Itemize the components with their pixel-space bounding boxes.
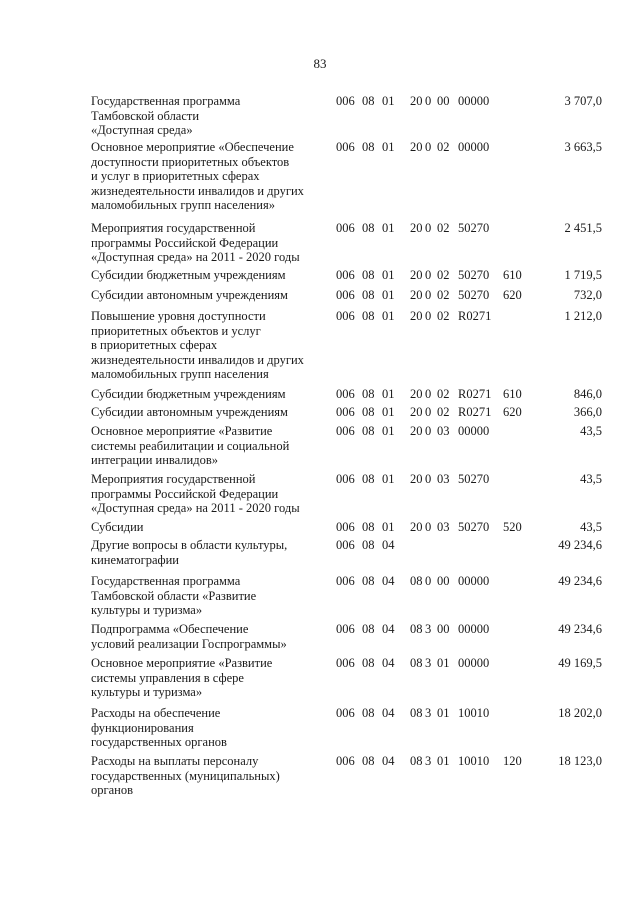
target-article-part: 00 xyxy=(437,622,450,636)
amount: 49 234,6 xyxy=(558,538,602,552)
row-name-line: государственных (муниципальных) xyxy=(91,768,280,783)
section-code: 08 xyxy=(362,221,375,235)
row-name xyxy=(91,622,323,651)
row-name-line: системы управления в сфере xyxy=(91,670,244,685)
target-article-part: 02 xyxy=(437,288,450,302)
target-article-part: 02 xyxy=(437,387,450,401)
row-name-line: органов xyxy=(91,783,134,797)
section-code: 08 xyxy=(362,622,375,636)
amount: 2 451,5 xyxy=(564,221,602,235)
target-article-part: 50270 xyxy=(458,268,490,282)
amount: 1 212,0 xyxy=(564,309,602,323)
row-name-line: Тамбовской области xyxy=(91,108,200,123)
target-article-part: 08 xyxy=(410,656,423,670)
ved-code: 006 xyxy=(336,221,355,235)
subsection-code: 04 xyxy=(382,656,395,670)
target-article-part: 08 xyxy=(410,706,423,720)
section-code: 08 xyxy=(362,309,375,323)
amount: 18 202,0 xyxy=(558,706,602,720)
target-article-part: 0 xyxy=(425,520,432,534)
target-article-part: 20 xyxy=(410,520,423,534)
subsection-code: 01 xyxy=(382,94,395,108)
target-article-part: 20 xyxy=(410,405,423,419)
expense-type-code: 610 xyxy=(503,268,522,282)
ved-code: 006 xyxy=(336,656,355,670)
target-article-part: 0 xyxy=(425,221,432,235)
section-code: 08 xyxy=(362,140,375,154)
expense-type-code: 610 xyxy=(503,387,522,401)
target-article-part: 50270 xyxy=(458,472,490,486)
row-name-line: в приоритетных сферах xyxy=(91,338,218,352)
target-article-part: 50270 xyxy=(458,520,490,534)
target-article-part: 00000 xyxy=(458,424,490,438)
target-article-part: 20 xyxy=(410,94,423,108)
row-name xyxy=(91,140,323,213)
target-article-part: 02 xyxy=(437,405,450,419)
section-code: 08 xyxy=(362,387,375,401)
target-article-part: 02 xyxy=(437,221,450,235)
section-code: 08 xyxy=(362,538,375,552)
section-code: 08 xyxy=(362,288,375,302)
amount: 732,0 xyxy=(573,288,602,302)
row-name-line: маломобильных групп населения» xyxy=(91,198,275,212)
row-name-line: Расходы на обеспечение xyxy=(91,706,221,720)
row-name-line: Государственная программа xyxy=(91,94,241,108)
expense-type-code: 620 xyxy=(503,405,522,419)
amount: 43,5 xyxy=(580,520,602,534)
row-name xyxy=(91,288,323,303)
row-name xyxy=(91,574,323,618)
row-name-line: Основное мероприятие «Обеспечение xyxy=(91,140,294,154)
target-article-part: 03 xyxy=(437,472,450,486)
row-name xyxy=(91,656,323,700)
row-name xyxy=(91,94,323,138)
amount: 49 234,6 xyxy=(558,574,602,588)
subsection-code: 01 xyxy=(382,309,395,323)
row-name-line: Другие вопросы в области культуры, xyxy=(91,538,288,552)
row-name-line: Тамбовской области «Развитие xyxy=(91,588,257,603)
row-name-line: Мероприятия государственной xyxy=(91,221,256,235)
amount: 43,5 xyxy=(580,424,602,438)
row-name xyxy=(91,706,323,750)
row-name-line: жизнедеятельности инвалидов и других xyxy=(91,352,304,367)
row-name xyxy=(91,405,323,420)
target-article-part: 0 xyxy=(425,309,432,323)
target-article-part: 08 xyxy=(410,574,423,588)
target-article-part: 00000 xyxy=(458,574,490,588)
row-name-line: программы Российской Федерации xyxy=(91,486,279,501)
target-article-part: 01 xyxy=(437,754,450,768)
row-name-line: интеграции инвалидов» xyxy=(91,453,218,467)
target-article-part: 20 xyxy=(410,309,423,323)
section-code: 08 xyxy=(362,405,375,419)
amount: 3 707,0 xyxy=(564,94,602,108)
subsection-code: 01 xyxy=(382,472,395,486)
target-article-part: 0 xyxy=(425,472,432,486)
target-article-part: 0 xyxy=(425,288,432,302)
ved-code: 006 xyxy=(336,754,355,768)
row-name-line: и услуг в приоритетных сферах xyxy=(91,169,260,183)
target-article-part: 20 xyxy=(410,268,423,282)
ved-code: 006 xyxy=(336,706,355,720)
subsection-code: 01 xyxy=(382,424,395,438)
subsection-code: 01 xyxy=(382,140,395,154)
target-article-part: 08 xyxy=(410,622,423,636)
row-name-line: «Доступная среда» на 2011 - 2020 годы xyxy=(91,501,300,515)
amount: 49 234,6 xyxy=(558,622,602,636)
row-name-line: государственных органов xyxy=(91,735,227,749)
row-name-line: условий реализации Госпрограммы» xyxy=(91,636,287,651)
target-article-part: 08 xyxy=(410,754,423,768)
row-name xyxy=(91,754,323,798)
section-code: 08 xyxy=(362,754,375,768)
row-name xyxy=(91,520,323,535)
row-name-line: Субсидии xyxy=(91,520,144,534)
row-name xyxy=(91,221,323,265)
target-article-part: 00000 xyxy=(458,94,490,108)
target-article-part: 02 xyxy=(437,140,450,154)
amount: 846,0 xyxy=(573,387,602,401)
target-article-part: 3 xyxy=(425,622,432,636)
row-name-line: доступности приоритетных объектов xyxy=(91,154,290,169)
target-article-part: 02 xyxy=(437,309,450,323)
target-article-part: 03 xyxy=(437,520,450,534)
target-article-part: 20 xyxy=(410,387,423,401)
ved-code: 006 xyxy=(336,309,355,323)
ved-code: 006 xyxy=(336,268,355,282)
expense-type-code: 620 xyxy=(503,288,522,302)
expense-type-code: 520 xyxy=(503,520,522,534)
ved-code: 006 xyxy=(336,405,355,419)
section-code: 08 xyxy=(362,94,375,108)
target-article-part: 3 xyxy=(425,656,432,670)
target-article-part: 01 xyxy=(437,656,450,670)
ved-code: 006 xyxy=(336,574,355,588)
row-name-line: Государственная программа xyxy=(91,574,241,588)
row-name-line: культуры и туризма» xyxy=(91,603,203,617)
target-article-part: 0 xyxy=(425,140,432,154)
row-name xyxy=(91,424,323,468)
target-article-part: 0 xyxy=(425,424,432,438)
ved-code: 006 xyxy=(336,520,355,534)
target-article-part: 50270 xyxy=(458,221,490,235)
row-name-line: Мероприятия государственной xyxy=(91,472,256,486)
target-article-part: 0 xyxy=(425,405,432,419)
section-code: 08 xyxy=(362,268,375,282)
target-article-part: 00000 xyxy=(458,622,490,636)
section-code: 08 xyxy=(362,472,375,486)
target-article-part: 3 xyxy=(425,754,432,768)
target-article-part: 20 xyxy=(410,472,423,486)
row-name-line: Повышение уровня доступности xyxy=(91,309,266,323)
target-article-part: R0271 xyxy=(458,309,492,323)
amount: 1 719,5 xyxy=(564,268,602,282)
amount: 366,0 xyxy=(573,405,602,419)
subsection-code: 04 xyxy=(382,574,395,588)
row-name xyxy=(91,309,323,382)
expense-type-code: 120 xyxy=(503,754,522,768)
section-code: 08 xyxy=(362,574,375,588)
amount: 49 169,5 xyxy=(558,656,602,670)
target-article-part: 50270 xyxy=(458,288,490,302)
ved-code: 006 xyxy=(336,538,355,552)
subsection-code: 04 xyxy=(382,706,395,720)
subsection-code: 01 xyxy=(382,520,395,534)
subsection-code: 01 xyxy=(382,221,395,235)
ved-code: 006 xyxy=(336,288,355,302)
row-name-line: кинематографии xyxy=(91,552,180,567)
target-article-part: 0 xyxy=(425,574,432,588)
target-article-part: 10010 xyxy=(458,754,490,768)
row-name-line: Субсидии автономным учреждениям xyxy=(91,288,288,302)
row-name-line: «Доступная среда» на 2011 - 2020 годы xyxy=(91,250,300,264)
subsection-code: 04 xyxy=(382,538,395,552)
row-name xyxy=(91,538,323,567)
row-name-line: Расходы на выплаты персоналу xyxy=(91,754,259,768)
row-name-line: «Доступная среда» xyxy=(91,123,193,137)
target-article-part: 20 xyxy=(410,221,423,235)
row-name-line: системы реабилитации и социальной xyxy=(91,438,290,453)
target-article-part: 10010 xyxy=(458,706,490,720)
row-name-line: Основное мероприятие «Развитие xyxy=(91,656,273,670)
row-name-line: Основное мероприятие «Развитие xyxy=(91,424,273,438)
row-name-line: Субсидии автономным учреждениям xyxy=(91,405,288,419)
subsection-code: 04 xyxy=(382,754,395,768)
row-name xyxy=(91,472,323,516)
target-article-part: 00 xyxy=(437,574,450,588)
target-article-part: 03 xyxy=(437,424,450,438)
ved-code: 006 xyxy=(336,622,355,636)
row-name xyxy=(91,268,323,283)
subsection-code: 01 xyxy=(382,387,395,401)
subsection-code: 01 xyxy=(382,268,395,282)
section-code: 08 xyxy=(362,520,375,534)
amount: 43,5 xyxy=(580,472,602,486)
subsection-code: 01 xyxy=(382,405,395,419)
row-name-line: функционирования xyxy=(91,720,194,735)
target-article-part: R0271 xyxy=(458,387,492,401)
ved-code: 006 xyxy=(336,387,355,401)
row-name-line: культуры и туризма» xyxy=(91,685,203,699)
target-article-part: 0 xyxy=(425,94,432,108)
ved-code: 006 xyxy=(336,424,355,438)
target-article-part: 20 xyxy=(410,140,423,154)
target-article-part: 3 xyxy=(425,706,432,720)
ved-code: 006 xyxy=(336,94,355,108)
target-article-part: 00000 xyxy=(458,140,490,154)
page-number: 83 xyxy=(313,56,327,71)
amount: 18 123,0 xyxy=(558,754,602,768)
subsection-code: 01 xyxy=(382,288,395,302)
row-name-line: приоритетных объектов и услуг xyxy=(91,323,261,338)
target-article-part: 02 xyxy=(437,268,450,282)
target-article-part: 0 xyxy=(425,268,432,282)
ved-code: 006 xyxy=(336,472,355,486)
amount: 3 663,5 xyxy=(564,140,602,154)
section-code: 08 xyxy=(362,706,375,720)
target-article-part: 00 xyxy=(437,94,450,108)
target-article-part: 01 xyxy=(437,706,450,720)
target-article-part: 0 xyxy=(425,387,432,401)
row-name-line: Субсидии бюджетным учреждениям xyxy=(91,387,286,401)
row-name-line: маломобильных групп населения xyxy=(91,367,269,381)
ved-code: 006 xyxy=(336,140,355,154)
section-code: 08 xyxy=(362,656,375,670)
target-article-part: R0271 xyxy=(458,405,492,419)
target-article-part: 20 xyxy=(410,424,423,438)
target-article-part: 20 xyxy=(410,288,423,302)
row-name-line: программы Российской Федерации xyxy=(91,235,279,250)
row-name-line: Подпрограмма «Обеспечение xyxy=(91,622,249,636)
target-article-part: 00000 xyxy=(458,656,490,670)
row-name xyxy=(91,387,323,402)
row-name-line: жизнедеятельности инвалидов и других xyxy=(91,183,304,198)
subsection-code: 04 xyxy=(382,622,395,636)
section-code: 08 xyxy=(362,424,375,438)
row-name-line: Субсидии бюджетным учреждениям xyxy=(91,268,286,282)
